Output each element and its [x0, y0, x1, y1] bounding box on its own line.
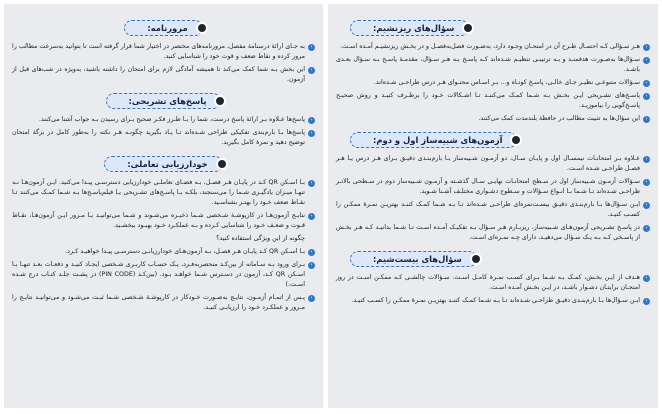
- bullet-circle-icon: ›: [643, 44, 650, 51]
- bullet-circle-icon: ›: [643, 80, 650, 87]
- section-descriptive-answers: [12, 89, 315, 148]
- bullet-circle-icon: ›: [643, 57, 650, 64]
- bullet-item: › ایـن سـؤال‌ها بـا بارم‌بنـدی دقیـق طراحـی شـده‌اند تـا بـه شـما کمـک کننـد بهتریـن نمـرهٔ ممکـن را کسـب کنیـد.: [336, 296, 650, 306]
- section-full-mark-questions: [336, 247, 650, 306]
- bullet-item: › پاسـخ‌های تشـریحی ایـن بخـش بـه شـما کمـک می‌کننـد تـا اشـکالات خـود را برطـرف کنیـد و روش صحیـح پاسـخ‌گویی را بیاموزیـد.: [336, 91, 650, 111]
- bullet-item: › این سؤال‌ها به تثبیت مطالب در حافظهٔ بلندمدت کمک می‌کنند.: [336, 114, 650, 124]
- section-heading: مرورنامه:: [124, 20, 202, 36]
- bullet-item: › پاسخ‌ها عـلاوه بـر ارائهٔ پاسخ درست، شما را بـا طـرز فکـر صحیح بـرای رسیدن بـه جواب آشنا می‌کنند.: [12, 115, 315, 125]
- bullet-item: › بـرای ورود بـه سـامانه از بین‌کـد منحصربه‌فـرد، یـک حسـاب کاربـری شـخصی ایجـاد کنیـد و دفعـات بعـد تنهـا بـا اسـکن QR کـد، آزمون در دسـترس شـما خواهـد بـود. (بین‌کـد (PIN CODE) در پشـت جلـد کتـاب درج شـده اسـت.): [12, 260, 315, 290]
- bullet-circle-icon: ›: [308, 262, 315, 269]
- bullet-item: › به جـای ارائهٔ درسنامهٔ مفصل، مرورنامه‌های مختصر در اختیار شما قرار گرفته است تا بتوانید به‌سرعت مطالب را مرور کرده و نقاط ضعف و قوت خود را شناسایی کنید.: [12, 42, 315, 62]
- how-to-use-question: چگونه از این ویژگی استفاده کنید؟: [216, 235, 305, 242]
- heading-bullet-icon: [214, 95, 226, 107]
- heading-bullet-icon: [462, 22, 474, 34]
- bullet-item: › سـؤالات متنوعـی نظیـر جـای خالـی، پاسـخ کوتـاه و... بـر اسـاس محتـوای هـر درس طراحـی شـده‌اند.: [336, 78, 650, 88]
- bullet-item: › نتایـج آزمون‌هـا در کارپوشـهٔ شـخصی شـما ذخیـره می‌شـوند و شـما می‌توانیـد بـا مـرور ایـن آزمون‌هـا، نقـاط قـوت و ضعـف خـود را شناسایی کـرده و بـه عملکـرد خـود بهبـود ببخشـید.: [12, 211, 315, 231]
- bullet-circle-icon: ›: [308, 213, 315, 220]
- heading-bullet-icon: [470, 253, 482, 265]
- bullet-circle-icon: ›: [643, 225, 650, 232]
- bullet-circle-icon: ›: [643, 93, 650, 100]
- bullet-item: › هـر سـؤالی کـه احتمـال طـرح آن در امتحـان وجـود دارد، به‌صـورت فصل‌به‌فصـل و در بخـش ریزنشیـم آمـده اسـت.: [336, 42, 650, 52]
- bullet-item: › هـدف از ایـن بخـش، کمـک بـه شـما بـرای کسـب نمـرهٔ کامـل اسـت. سـؤالات چالشـی کـه ممکـن اسـت در روز امتحـان برایتـان دشـوار باشـد، در ایـن بخـش آمـده اسـت.: [336, 273, 650, 293]
- section-heading: خودارزیابی تعاملی:: [104, 156, 222, 172]
- bullet-item: › بـا اسـکن QR کـد پایـان هـر فصـل، بـه آزمون‌هـای خودارزیابـی دسترسـی پیـدا خواهیـد کـرد.: [12, 247, 315, 257]
- section-review-notes: [12, 16, 315, 85]
- bullet-circle-icon: ›: [643, 116, 650, 123]
- section-self-assessment: [12, 152, 315, 313]
- bullet-item: › سـؤالات آزمـون شـبیه‌ساز اول در سـطح امتحانـات نهایـی سـال گذشـته و آزمـون شـبیه‌ساز دوم در سـطحی بالاتـر طراحـی شـده‌اند تـا شـما بـا انـواع سـؤالات و سـطوح دشـواری مختلـف آشـنا شـوید.: [336, 177, 650, 197]
- bullet-circle-icon: ›: [308, 44, 315, 51]
- bullet-circle-icon: ›: [308, 117, 315, 124]
- bullet-item: › ایـن سـؤال‌ها بـا بارم‌بنـدی دقیـق بیسـت‌نمره‌ای طراحـی شـده‌اند تـا بـه شـما کمـک کننـد بهتریـن نمـرهٔ ممکـن را کسـب کنیـد.: [336, 200, 650, 220]
- bullet-circle-icon: ›: [643, 202, 650, 209]
- bullet-circle-icon: ›: [308, 130, 315, 137]
- bullet-item: › سـؤال‌ها به‌صـورت هدفمنـد و بـه ترتیبـی تنظیـم شـده‌اند کـه پاسـخ بـه هـر سـؤال، مقدمـهٔ پاسـخ بـه سـؤال بعـدی باشـد.: [336, 55, 650, 75]
- bullet-item: › در پاسـخ تشـریحی آزمون‌هـای شـبیه‌ساز، ریزبـارم هـر سـؤال بـه تفکیـک آمـده اسـت تـا شـما بدانیـد کـه هـر بخـش از پاسـخی کـه بـه یـک سـؤال می‌دهیـد، دارای چـه نمـره‌ای اسـت.: [336, 223, 650, 243]
- heading-bullet-icon: [216, 158, 228, 170]
- bullet-item: › این بخش بـه شما کمک می‌کند تا همیشه آمادگی لازم برای امتحان را داشته باشید، به‌ویژه در شب‌های قبل از آزمون.: [12, 65, 315, 85]
- heading-bullet-icon: [510, 134, 522, 146]
- bullet-item: › پـس از اتمـام آزمـون، نتایـج به‌صـورت خـودکار در کارپوشـهٔ شـخصی شـما ثبـت می‌شـود و می‌توانیـد نتایـج را مـرور و عملکـرد خـود را ارزیابـی کنیـد.: [12, 293, 315, 313]
- bullet-item: › پاسخ‌ها بـا بارم‌بندی تفکیکی طراحی شـده‌اند تـا یـاد بگیرید چگونـه هـر نکته را به‌طور کامل در برگهٔ امتحان توضیح دهید و نمرهٔ کامل بگیرید.: [12, 128, 315, 148]
- heading-bullet-icon: [196, 22, 208, 34]
- right-column: [328, 4, 658, 408]
- bullet-circle-icon: ›: [308, 249, 315, 256]
- bullet-circle-icon: ›: [308, 180, 315, 187]
- bullet-circle-icon: ›: [643, 275, 650, 282]
- section-detailed-questions: [336, 16, 650, 124]
- section-heading: سؤال‌های ریزنشیم:: [350, 20, 469, 36]
- bullet-circle-icon: ›: [308, 67, 315, 74]
- section-heading: سؤال‌های بیست‌شیم:: [350, 251, 477, 267]
- bullet-item: › بـا اسـکن QR کـد در پایـان هـر فصـل، بـه فضـای تعاملـی خودارزیابی دسترسـی پیـدا می‌کنید. ایـن آزمون‌هـا نـه تنهـا میـزان یادگیـری شـما را می‌سنجند، بلکـه بـا پاسـخ‌های تشـریحی یـا فیلم‌پاسـخ‌ها بـه شـما کمـک می‌کنند تـا نقـاط ضعف خـود را بهتـر بشناسـید.: [12, 178, 315, 208]
- bullet-circle-icon: ›: [308, 295, 315, 302]
- bullet-item: › عـلاوه بـر امتحانـات نیمسـال اول و پایـان سـال، دو آزمـون شـبیه‌ساز بـا بارم‌بنـدی دقیـق بـرای هـر درس یـا هـر فصـل طراحـی شـده اسـت.: [336, 154, 650, 174]
- bullet-circle-icon: ›: [643, 156, 650, 163]
- left-column: [4, 4, 323, 408]
- section-mock-exams: [336, 128, 650, 243]
- section-heading: پاسخ‌های تشریحی:: [106, 93, 222, 109]
- bullet-circle-icon: ›: [643, 298, 650, 305]
- section-heading: آزمون‌های شبیه‌ساز اول و دوم:: [350, 132, 517, 148]
- bullet-circle-icon: ›: [643, 179, 650, 186]
